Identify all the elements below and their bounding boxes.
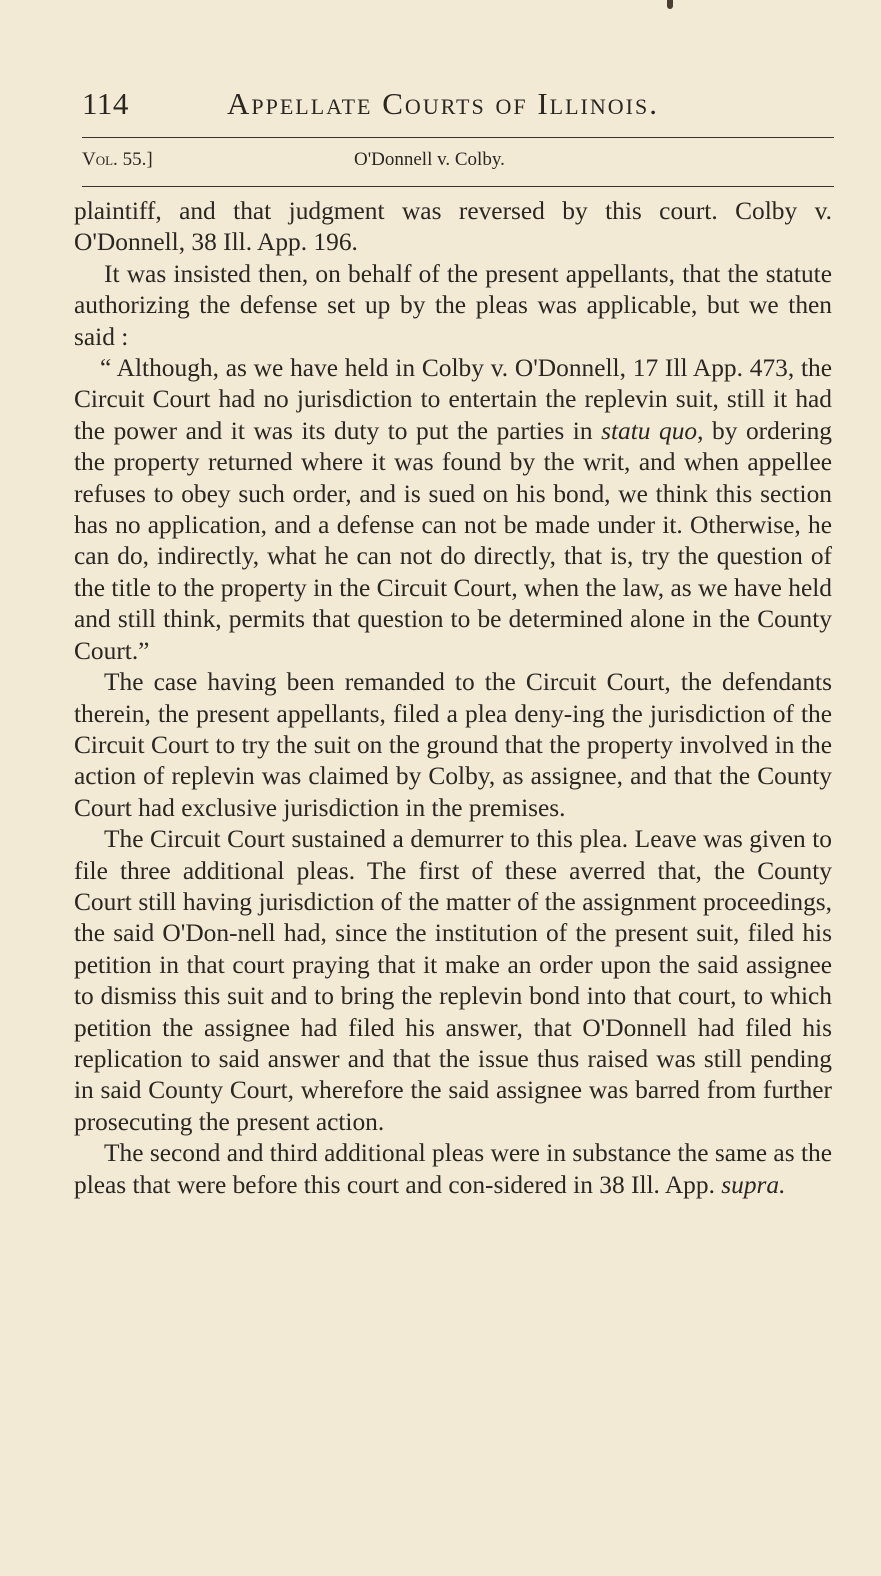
- paragraph-4: The case having been remanded to the Circuit Court, the defendants therein, the present appellants, filed a plea deny-ing the jurisdiction of the Circuit Court to try the suit on the ground that the property involved in the action of replevin was claimed by Colby, as assignee, and that the County Court had exclusive jurisdiction in the premises.: [74, 668, 832, 822]
- running-head: [82, 86, 802, 126]
- volume-label: Vol. 55.]: [82, 149, 153, 170]
- running-title: Appellate Courts of Illinois.: [227, 86, 659, 121]
- paragraph-1: plaintiff, and that judgment was reversed by this court. Colby v. O'Donnell, 38 Ill. App. 196.: [74, 197, 832, 257]
- paragraph-6: The second and third additional pleas were in substance the same as the pleas that were before this court and con-sidered in 38 Ill. App. supra.: [74, 1139, 832, 1199]
- latin-phrase: statu quo: [601, 416, 698, 445]
- page-number: 114: [82, 86, 129, 121]
- citation-supra: supra.: [721, 1170, 786, 1199]
- paragraph-2: It was insisted then, on behalf of the present appellants, that the statute authorizing the defense set up by the pleas was applicable, but we then said :: [74, 259, 832, 351]
- paragraph-5: The Circuit Court sustained a demurrer to this plea. Leave was given to file three additional pleas. The first of these averred that, the County Court still having jurisdiction of the matter of the assignment proceedings, the said O'Don-nell had, since the institution of the present suit, filed his petition in that court praying that it make an order upon the said assignee to dismiss this suit and to bring the replevin bond into that court, to which petition the assignee had filed his answer, that O'Donnell had filed his replication to said answer and that the issue thus raised was still pending in said County Court, wherefore the said assignee was barred from further prosecuting the present action.: [74, 825, 832, 1136]
- header-rule-top: [82, 137, 834, 138]
- case-subheader: [82, 149, 802, 179]
- ink-speck: [667, 0, 673, 9]
- opinion-text: [74, 196, 832, 1201]
- header-rule-bottom: [82, 186, 834, 187]
- paragraph-3-quotation: “ Although, as we have held in Colby v. O'Donnell, 17 Ill App. 473, the Circuit Court had no jurisdiction to entertain the replevin suit, still it had the power and it was its duty to put the parties in statu quo, by ordering the property returned where it was found by the writ, and when appellee refuses to obey such order, and is sued on his bond, we think this section has no application, and a defense can not be made under it. Otherwise, he can do, indirectly, what he can not do directly, that is, try the question of the title to the property in the Circuit Court, when the law, as we have held and still think, permits that question to be determined alone in the County Court.”: [74, 354, 832, 665]
- case-caption: O'Donnell v. Colby.: [354, 149, 505, 170]
